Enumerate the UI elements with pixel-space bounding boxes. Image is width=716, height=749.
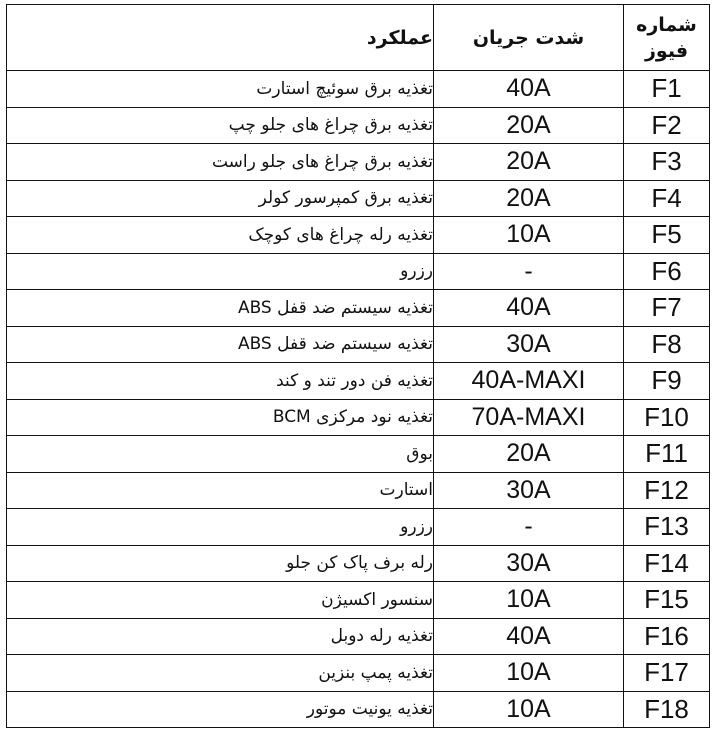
fuse-number-cell: F12 [624, 472, 710, 509]
table-row [7, 363, 710, 400]
fuse-current-cell: 10A [434, 655, 624, 692]
fuse-function-cell: تغذیه سیستم ضد قفل ABS [7, 290, 434, 327]
fuse-current-cell: 20A [434, 144, 624, 181]
table-row [7, 107, 710, 144]
fuse-function-cell: استارت [7, 472, 434, 509]
table-row [7, 326, 710, 363]
fuse-number-cell: F13 [624, 509, 710, 546]
table-row [7, 691, 710, 728]
fuse-function-cell: تغذیه فن دور تند و کند [7, 363, 434, 400]
fuse-table [6, 4, 710, 728]
header-fuse-number-line1: شماره [636, 13, 697, 36]
fuse-current-cell: 10A [434, 691, 624, 728]
fuse-number-cell: F4 [624, 180, 710, 217]
table-row [7, 655, 710, 692]
fuse-number-cell: F14 [624, 545, 710, 582]
fuse-number-cell: F8 [624, 326, 710, 363]
table-row [7, 399, 710, 436]
fuse-function-cell: تغذیه برق کمپرسور کولر [7, 180, 434, 217]
table-row [7, 253, 710, 290]
table-row [7, 217, 710, 254]
fuse-current-cell: 40A [434, 290, 624, 327]
fuse-function-cell: سنسور اکسیژن [7, 582, 434, 619]
table-row [7, 180, 710, 217]
fuse-current-cell: 20A [434, 180, 624, 217]
fuse-number-cell: F11 [624, 436, 710, 473]
fuse-function-cell: تغذیه برق چراغ های جلو راست [7, 144, 434, 181]
fuse-number-cell: F10 [624, 399, 710, 436]
fuse-function-cell: تغذیه برق چراغ های جلو چپ [7, 107, 434, 144]
table-row [7, 509, 710, 546]
fuse-current-cell: - [434, 253, 624, 290]
fuse-number-cell: F6 [624, 253, 710, 290]
fuse-current-cell: 20A [434, 107, 624, 144]
fuse-function-cell: رزرو [7, 509, 434, 546]
fuse-current-cell: 20A [434, 436, 624, 473]
header-fuse-number-line2: فیوز [644, 39, 689, 62]
fuse-number-cell: F1 [624, 71, 710, 108]
table-row [7, 582, 710, 619]
header-current: شدت جریان [434, 5, 624, 71]
fuse-current-cell: 70A-MAXI [434, 399, 624, 436]
fuse-current-cell: 30A [434, 472, 624, 509]
fuse-function-cell: تغذیه پمپ بنزین [7, 655, 434, 692]
header-function: عملکرد [7, 5, 434, 71]
header-fuse-number [624, 5, 710, 71]
fuse-current-cell: 40A [434, 618, 624, 655]
table-row [7, 290, 710, 327]
fuse-function-cell: رله برف پاک کن جلو [7, 545, 434, 582]
fuse-number-cell: F16 [624, 618, 710, 655]
fuse-current-cell: 30A [434, 326, 624, 363]
fuse-current-cell: 30A [434, 545, 624, 582]
fuse-function-cell: تغذیه رله چراغ های کوچک [7, 217, 434, 254]
table-row [7, 144, 710, 181]
table-row [7, 71, 710, 108]
fuse-number-cell: F2 [624, 107, 710, 144]
table-row [7, 618, 710, 655]
fuse-number-cell: F18 [624, 691, 710, 728]
fuse-current-cell: 40A [434, 71, 624, 108]
fuse-current-cell: - [434, 509, 624, 546]
fuse-number-cell: F7 [624, 290, 710, 327]
table-row [7, 436, 710, 473]
fuse-function-cell: تغذیه رله دوبل [7, 618, 434, 655]
fuse-function-cell: تغذیه یونیت موتور [7, 691, 434, 728]
fuse-function-cell: بوق [7, 436, 434, 473]
fuse-number-cell: F3 [624, 144, 710, 181]
fuse-number-cell: F17 [624, 655, 710, 692]
fuse-number-cell: F15 [624, 582, 710, 619]
fuse-function-cell: تغذیه نود مرکزی BCM [7, 399, 434, 436]
fuse-current-cell: 10A [434, 217, 624, 254]
fuse-function-cell: تغذیه سیستم ضد قفل ABS [7, 326, 434, 363]
fuse-current-cell: 10A [434, 582, 624, 619]
fuse-number-cell: F5 [624, 217, 710, 254]
table-header-row [7, 5, 710, 71]
fuse-function-cell: تغذیه برق سوئیچ استارت [7, 71, 434, 108]
table-row [7, 545, 710, 582]
fuse-number-cell: F9 [624, 363, 710, 400]
fuse-function-cell: رزرو [7, 253, 434, 290]
table-row [7, 472, 710, 509]
fuse-current-cell: 40A-MAXI [434, 363, 624, 400]
